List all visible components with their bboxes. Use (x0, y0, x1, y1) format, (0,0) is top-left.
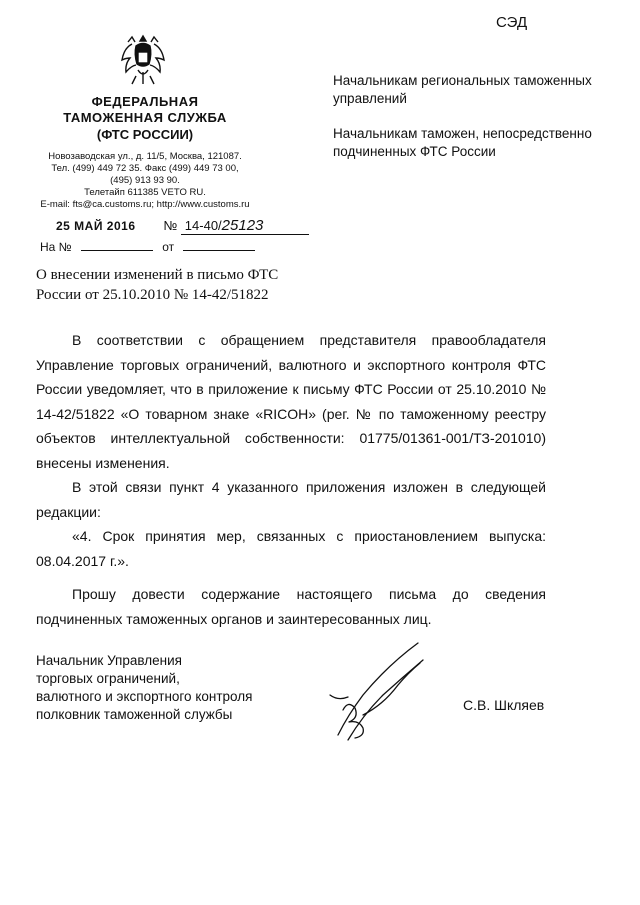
signatory-line4: полковник таможенной службы (36, 707, 233, 722)
org-title-line1: ФЕДЕРАЛЬНАЯ (91, 94, 199, 109)
double-headed-eagle-emblem-icon (118, 34, 168, 88)
recipients-block (333, 72, 593, 178)
body-paragraph-3: «4. Срок принятия мер, связанных с приостановлением выпуска: 08.04.2017 г.». (36, 528, 546, 569)
org-teletype: Телетайп 611385 VETO RU. (84, 187, 206, 198)
reference-na-label: На № (40, 240, 72, 254)
body-paragraph-1: В соответствии с обращением представителя правообладателя Управление торговых ограничений, валютного и экспортного контроля ФТС России уведомляет, что в приложение к письму ФТС России от 25.10.2010 № 14-42/51822 «О товарном знаке «RICOH» (рег. № по таможенному реестру объектов интеллектуальной собственности: 01775/01361-001/ТЗ-201010) внесены изменения. (36, 332, 546, 471)
recipient-1: Начальникам региональных таможенных управлений (333, 73, 592, 106)
signatory-position (36, 652, 276, 724)
signatory-line2: торговых ограничений, (36, 671, 180, 686)
reference-number-blank (81, 249, 153, 251)
outgoing-date-number (56, 217, 309, 235)
org-phone: Тел. (499) 449 72 35. Факс (499) 449 73 00, (51, 163, 239, 174)
handwritten-signature (318, 640, 458, 750)
document-registry-mark: СЭД (496, 14, 528, 31)
body-paragraph-4: Прошу довести содержание настоящего письма до сведения подчиненных таможенных органов и заинтересованных лиц. (36, 586, 546, 627)
reference-date-blank (183, 249, 255, 251)
reference-ot-label: от (162, 240, 175, 254)
org-title (40, 94, 250, 126)
outgoing-number (181, 217, 309, 235)
org-address: Новозаводская ул., д. 11/5, Москва, 121087. (48, 151, 242, 162)
signatory-line1: Начальник Управления (36, 653, 182, 668)
outgoing-number-printed: 14-40/ (184, 218, 222, 233)
org-email: E-mail: fts@ca.customs.ru; http://www.customs.ru (40, 199, 250, 210)
body-paragraph-2: В этой связи пункт 4 указанного приложения изложен в следующей редакции: (36, 479, 546, 520)
letter-body (36, 328, 546, 631)
org-title-line2: ТАМОЖЕННАЯ СЛУЖБА (63, 110, 227, 125)
recipient-2: Начальникам таможен, непосредственно подчиненных ФТС России (333, 126, 592, 159)
org-phone-2: (495) 913 93 90. (110, 175, 180, 186)
outgoing-date-stamp: 25 МАЙ 2016 (56, 219, 136, 233)
outgoing-number-label: № (163, 218, 178, 233)
outgoing-number-handwritten: 25123 (221, 217, 264, 234)
signatory-line3: валютного и экспортного контроля (36, 689, 253, 704)
org-abbreviation: (ФТС РОССИИ) (96, 127, 194, 142)
letter-subject: О внесении изменений в письмо ФТС России от 25.10.2010 № 14-42/51822 (36, 267, 279, 303)
reference-row (40, 240, 261, 254)
signatory-name: С.В. Шкляев (463, 697, 545, 713)
org-contacts (40, 151, 250, 211)
